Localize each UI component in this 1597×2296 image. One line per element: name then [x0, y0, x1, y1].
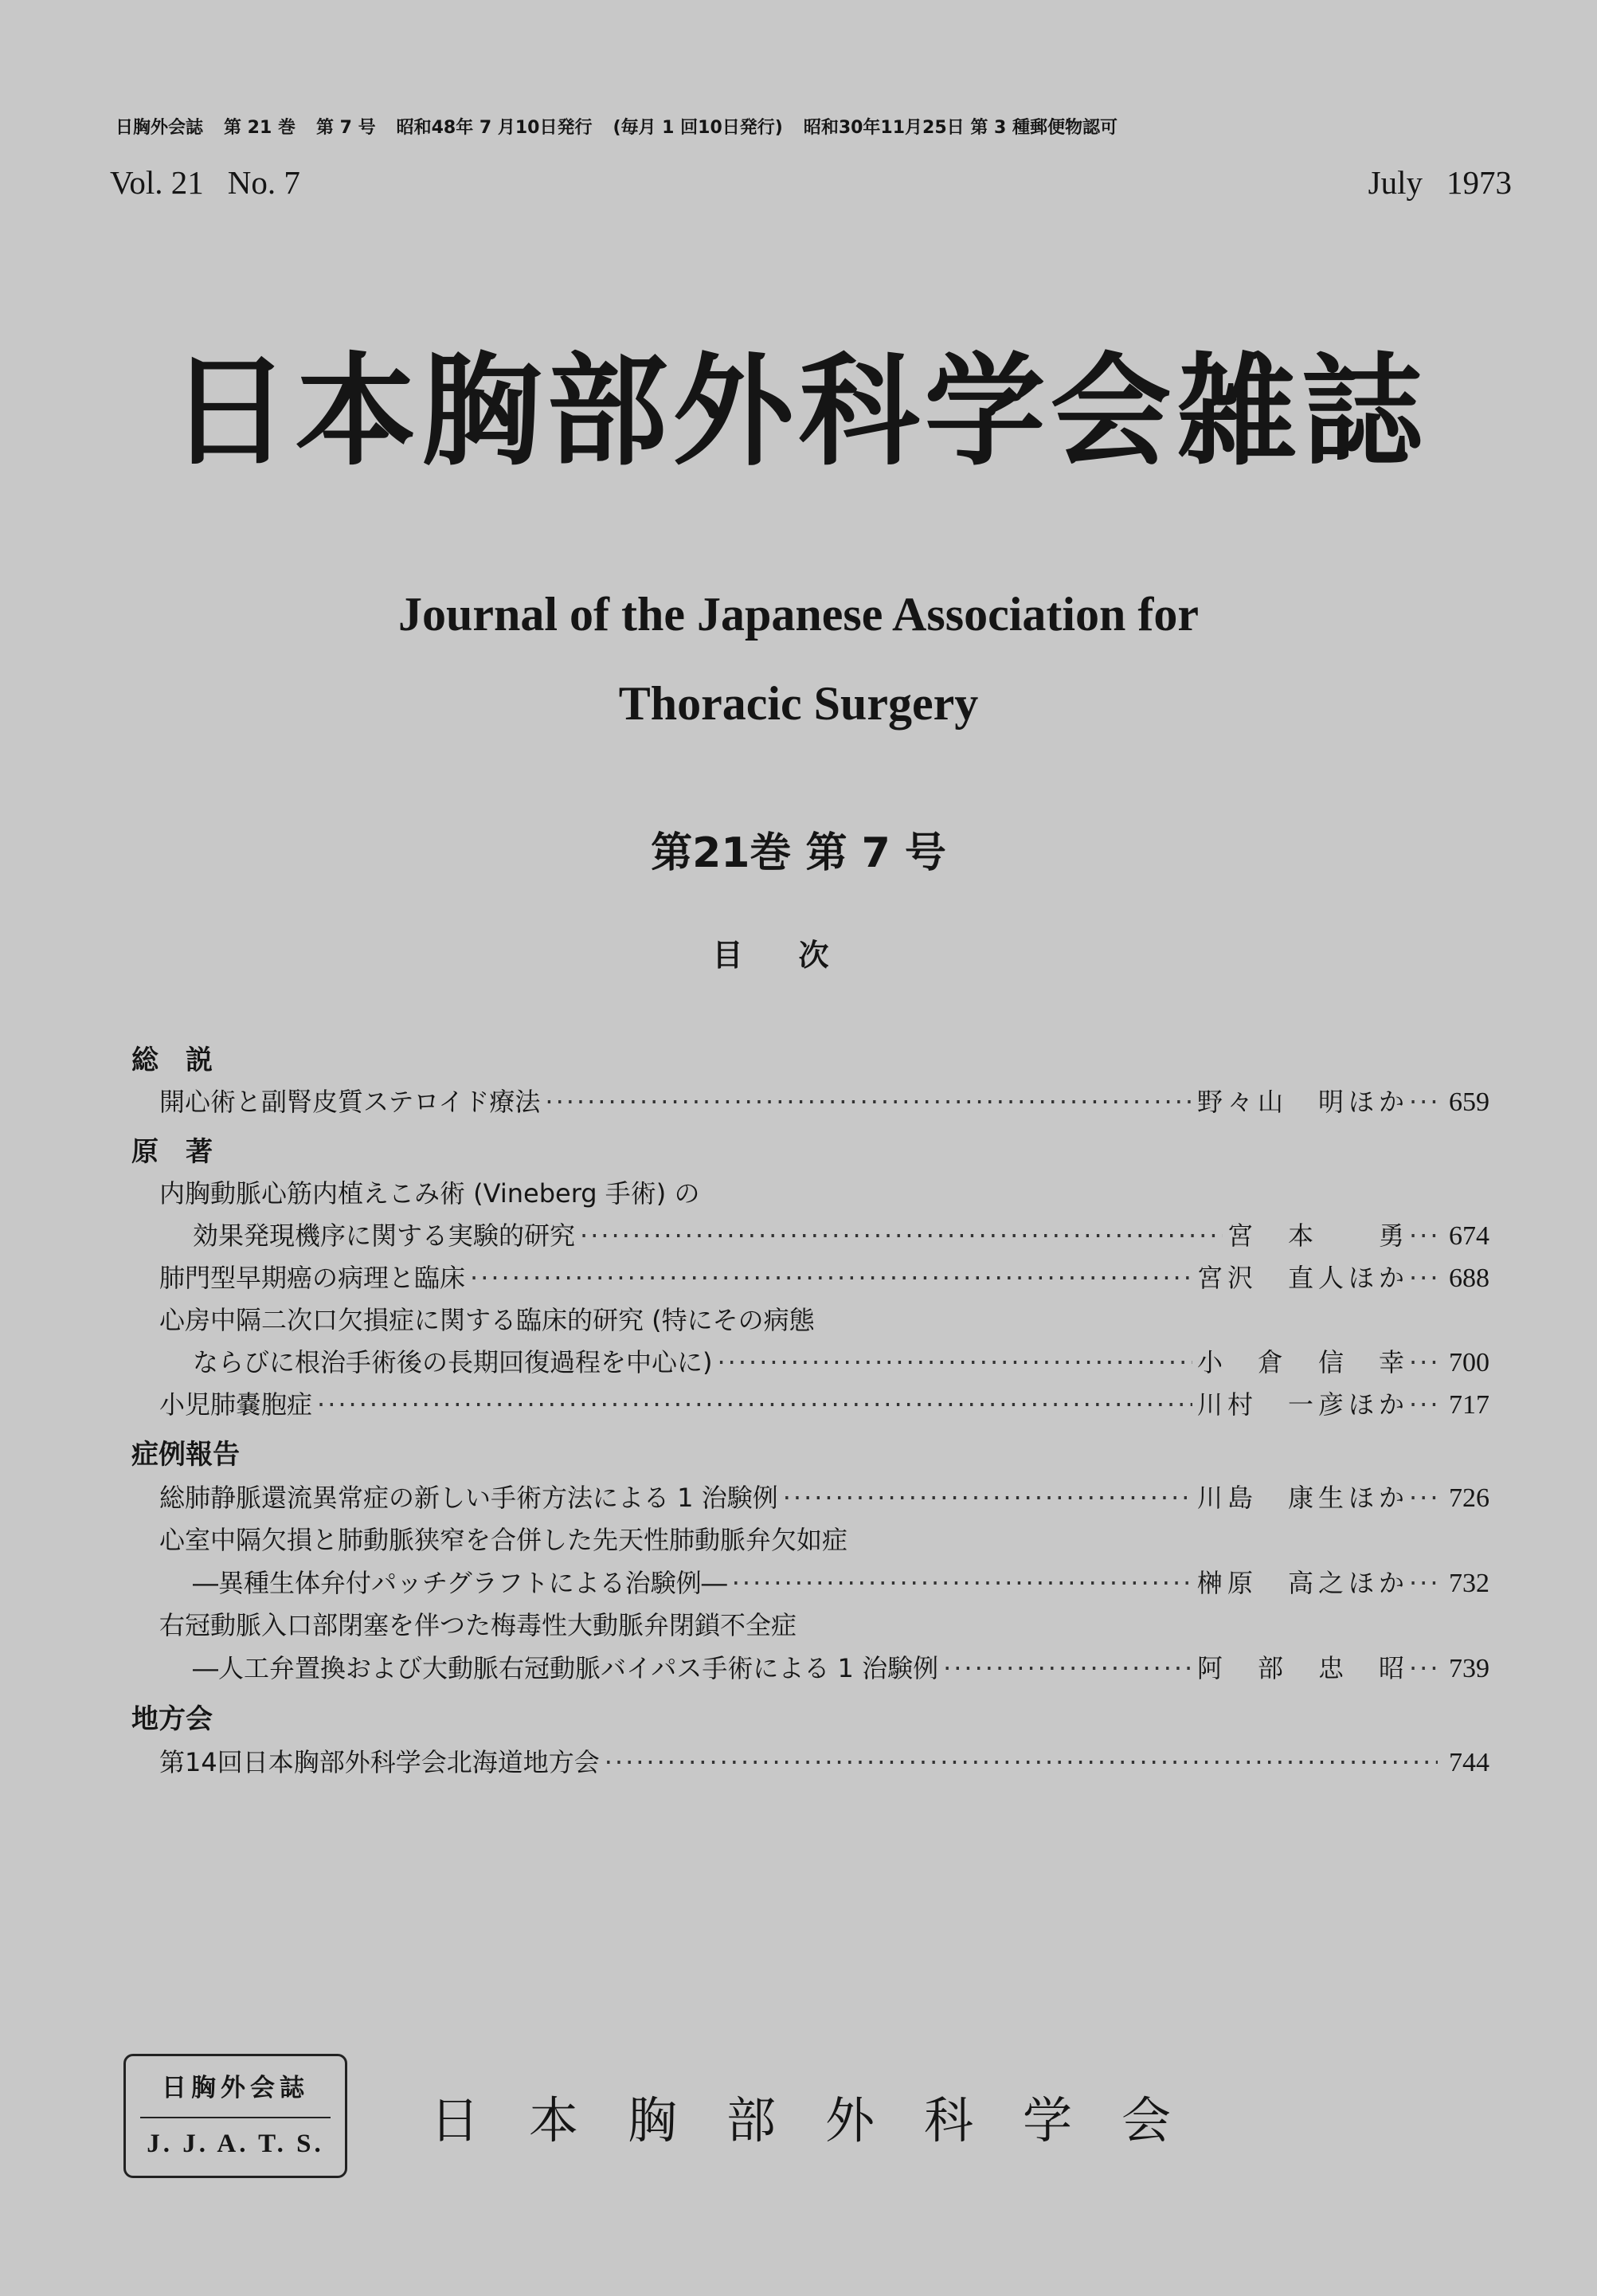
stamp-japanese: 日胸外会誌 — [162, 2074, 309, 2102]
section-regional-meetings: 地方会 — [131, 1703, 213, 1735]
reg-journal-abbr: 日胸外会誌 — [115, 118, 204, 138]
entry-title: 効果発現機序に関する実験的研究 — [193, 1220, 576, 1251]
entry-title-line: 心室中隔欠損と肺動脈狭窄を合併した先天性肺動脈弁欠如症 — [159, 1525, 848, 1555]
entry-page: 717 — [1449, 1390, 1489, 1420]
toc-entry[interactable] — [159, 1385, 1489, 1421]
stamp-english: J. J. A. T. S. — [147, 2129, 324, 2158]
entry-page: 732 — [1449, 1569, 1489, 1598]
reg-volume: 第 21 巻 — [224, 118, 296, 138]
volume-number — [110, 163, 324, 202]
entry-author: 阿 部 忠 昭 — [1196, 1653, 1409, 1683]
reg-postal-permit: 昭和30年11月25日 第 3 種郵便物認可 — [803, 118, 1118, 138]
reg-frequency: (毎月 1 回10日発行) — [613, 118, 783, 138]
entry-author: 宮沢 直人ほか — [1196, 1263, 1409, 1293]
volume: Vol. 21 — [110, 164, 204, 201]
entry-author: 野々山 明ほか — [1196, 1087, 1409, 1117]
toc-entry[interactable] — [193, 1648, 1489, 1685]
contents-heading: 目次 — [712, 938, 885, 973]
issue-date — [1345, 163, 1512, 202]
toc-entry[interactable] — [193, 1563, 1489, 1600]
reg-number: 第 7 号 — [315, 118, 376, 138]
toc-entry[interactable] — [159, 1258, 1489, 1295]
entry-author: 宮 本 勇 — [1227, 1220, 1409, 1251]
registration-line — [115, 114, 1118, 139]
issue-number: 第21巻 第 7 号 — [651, 829, 946, 877]
journal-abbreviation-stamp — [123, 2054, 347, 2178]
stamp-divider — [140, 2117, 331, 2118]
title-en-line1: Journal of the Japanese Association for — [398, 588, 1199, 641]
section-original: 原 著 — [131, 1136, 213, 1168]
entry-title-line: 心房中隔二次口欠損症に関する臨床的研究 (特にその病態 — [159, 1305, 815, 1335]
entry-title: 第14回日本胸部外科学会北海道地方会 — [159, 1747, 600, 1777]
entry-title: 総肺静脈還流異常症の新しい手術方法による 1 治験例 — [159, 1483, 778, 1513]
entry-title-line: 内胸動脈心筋内植えこみ術 (Vineberg 手術) の — [159, 1178, 700, 1209]
entry-title: ならびに根治手術後の長期回復過程を中心に) — [193, 1347, 713, 1377]
section-case-reports: 症例報告 — [131, 1439, 240, 1471]
publisher-name: 日本胸部外科学会 — [430, 2091, 1221, 2149]
entry-title-line: 右冠動脈入口部閉塞を伴つた梅毒性大動脈弁閉鎖不全症 — [159, 1610, 797, 1640]
entry-author: 川村 一彦ほか — [1196, 1389, 1409, 1420]
entry-author: 小 倉 信 幸 — [1196, 1347, 1409, 1377]
entry-title: 肺門型早期癌の病理と臨床 — [159, 1263, 466, 1293]
journal-title-english — [0, 570, 1597, 748]
toc-entry[interactable] — [159, 1478, 1489, 1514]
toc-entry[interactable] — [193, 1342, 1489, 1379]
entry-page: 688 — [1449, 1264, 1489, 1293]
entry-page: 659 — [1449, 1087, 1489, 1117]
entry-page: 744 — [1449, 1748, 1489, 1777]
title-en-line2: Thoracic Surgery — [618, 677, 979, 730]
entry-page: 700 — [1449, 1348, 1489, 1377]
month: July — [1368, 164, 1423, 201]
number: No. 7 — [227, 164, 300, 201]
section-review: 総 説 — [131, 1044, 213, 1076]
entry-title: 小児肺嚢胞症 — [159, 1389, 313, 1420]
year: 1973 — [1446, 164, 1512, 201]
entry-title: 開心術と副腎皮質ステロイド療法 — [159, 1087, 541, 1117]
journal-title-japanese: 日本胸部外科学会雑誌 — [169, 341, 1428, 482]
toc-entry[interactable] — [193, 1216, 1489, 1252]
entry-title: ―人工弁置換および大動脈右冠動脈バイパス手術による 1 治験例 — [193, 1653, 939, 1683]
entry-page: 674 — [1449, 1221, 1489, 1251]
entry-title: ―異種生体弁付パッチグラフトによる治験例― — [193, 1568, 727, 1598]
toc-entry[interactable] — [159, 1082, 1489, 1119]
entry-author: 榊原 高之ほか — [1196, 1568, 1409, 1598]
entry-author: 川島 康生ほか — [1196, 1483, 1409, 1513]
reg-issue-date: 昭和48年 7 月10日発行 — [396, 118, 593, 138]
toc-entry[interactable] — [159, 1742, 1489, 1779]
entry-page: 726 — [1449, 1483, 1489, 1513]
entry-page: 739 — [1449, 1654, 1489, 1683]
